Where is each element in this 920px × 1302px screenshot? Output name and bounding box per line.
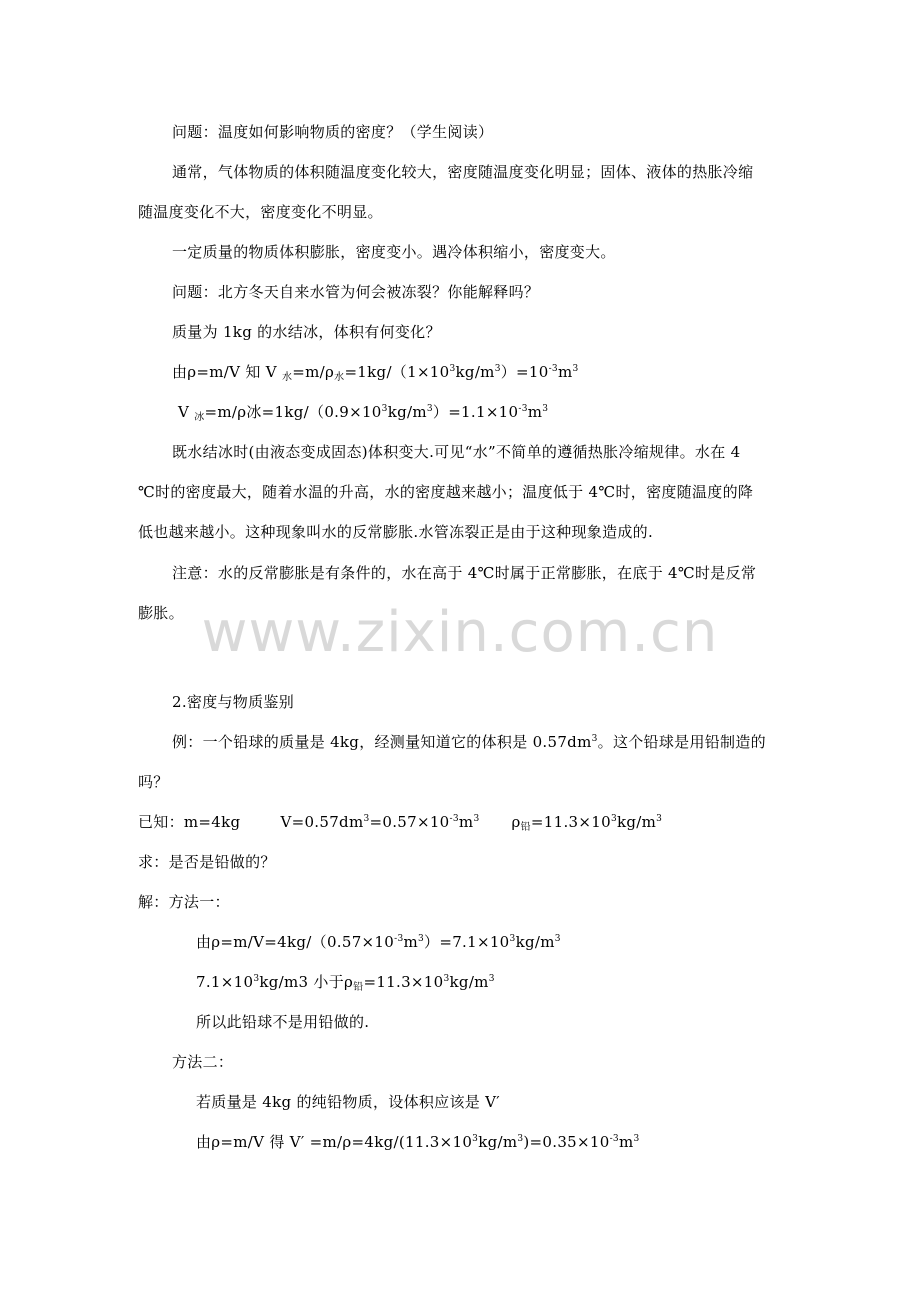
question-temperature-density: 问题：温度如何影响物质的密度？（学生阅读）	[172, 123, 494, 141]
solution-step-1: 由$\rho=m/V=4kg/(0.57\times 10^{-3}m^3)=7.1\times 10^3kg/m^3$	[196, 933, 561, 951]
paragraph-gas-density-cont: 随温度变化不大，密度变化不明显。	[138, 203, 383, 221]
example-line-1: 例：一个铅球的质量是 4kg，经测量知道它的体积是 $0.57dm^3$。这个铅球是用铅制造的	[172, 733, 766, 751]
solution-conclusion: 所以此铅球不是用铅做的.	[196, 1013, 370, 1031]
question-frozen-pipe: 问题：北方冬天自来水管为何会被冻裂？你能解释吗？	[172, 283, 540, 301]
method-2-formula: 由ρ=m/V 得 $V' =m/\rho=4kg/(11.3\times 10^3kg/m^3)=0.35\times 10^{-3}m^3$	[196, 1133, 640, 1151]
paragraph-gas-density: 通常，气体物质的体积随温度变化较大，密度随温度变化明显；固体、液体的热胀冷缩	[172, 163, 754, 181]
method-2-assumption: 若质量是 4kg 的纯铅物质，设体积应该是 V′	[196, 1093, 500, 1111]
solution-method-2: 方法二：	[172, 1053, 234, 1071]
formula-ice-volume: V $_冰$=m/ρ冰$=1kg/(0.9\times 10^3kg/m^3)=1.1\times 10^{-3}m^3$	[178, 403, 549, 423]
paragraph-1kg-water: 质量为 1kg 的水结冰，体积有何变化？	[172, 323, 441, 341]
paragraph-anomalous-1: 既水结冰时(由液态变成固态)体积变大.可见“水”不简单的遵循热胀冷缩规律。水在 4	[172, 443, 741, 461]
known-quantities: 已知：m=4kg $V=0.57dm^3=0.57\times 10^{-3}m^3$ $\rho_铅=11.3\times 10^3kg/m^3$	[138, 813, 663, 833]
paragraph-anomalous-2: ℃时的密度最大，随着水温的升高，水的密度越来越小；温度低于 4℃时，密度随温度的降	[138, 483, 754, 501]
section-heading-density-identification: 2.密度与物质鉴别	[172, 693, 295, 711]
solution-method-1: 解：方法一：	[138, 893, 230, 911]
paragraph-expansion: 一定质量的物质体积膨胀，密度变小。遇冷体积缩小，密度变大。	[172, 243, 616, 261]
question-is-lead: 求：是否是铅做的？	[138, 853, 276, 871]
solution-step-2: $7.1\times 10^3kg/m3$ 小于$\rho_铅=11.3\times 10^3kg/m^3$	[196, 973, 495, 993]
note-anomalous-2: 膨胀。	[138, 604, 184, 622]
paragraph-anomalous-3: 低也越来越小。这种现象叫水的反常膨胀.水管冻裂正是由于这种现象造成的.	[138, 523, 654, 541]
formula-water-volume: 由ρ=m/V 知 V $_水=m/\rho_水=1kg/(1\times 10^3kg/m^3)=10^{-3}m^3$	[172, 363, 579, 383]
example-line-2: 吗？	[138, 773, 169, 791]
watermark: www.zixin.com.cn	[201, 600, 719, 665]
note-anomalous-1: 注意：水的反常膨胀是有条件的，水在高于 4℃时属于正常膨胀，在底于 4℃时是反常	[172, 564, 757, 582]
